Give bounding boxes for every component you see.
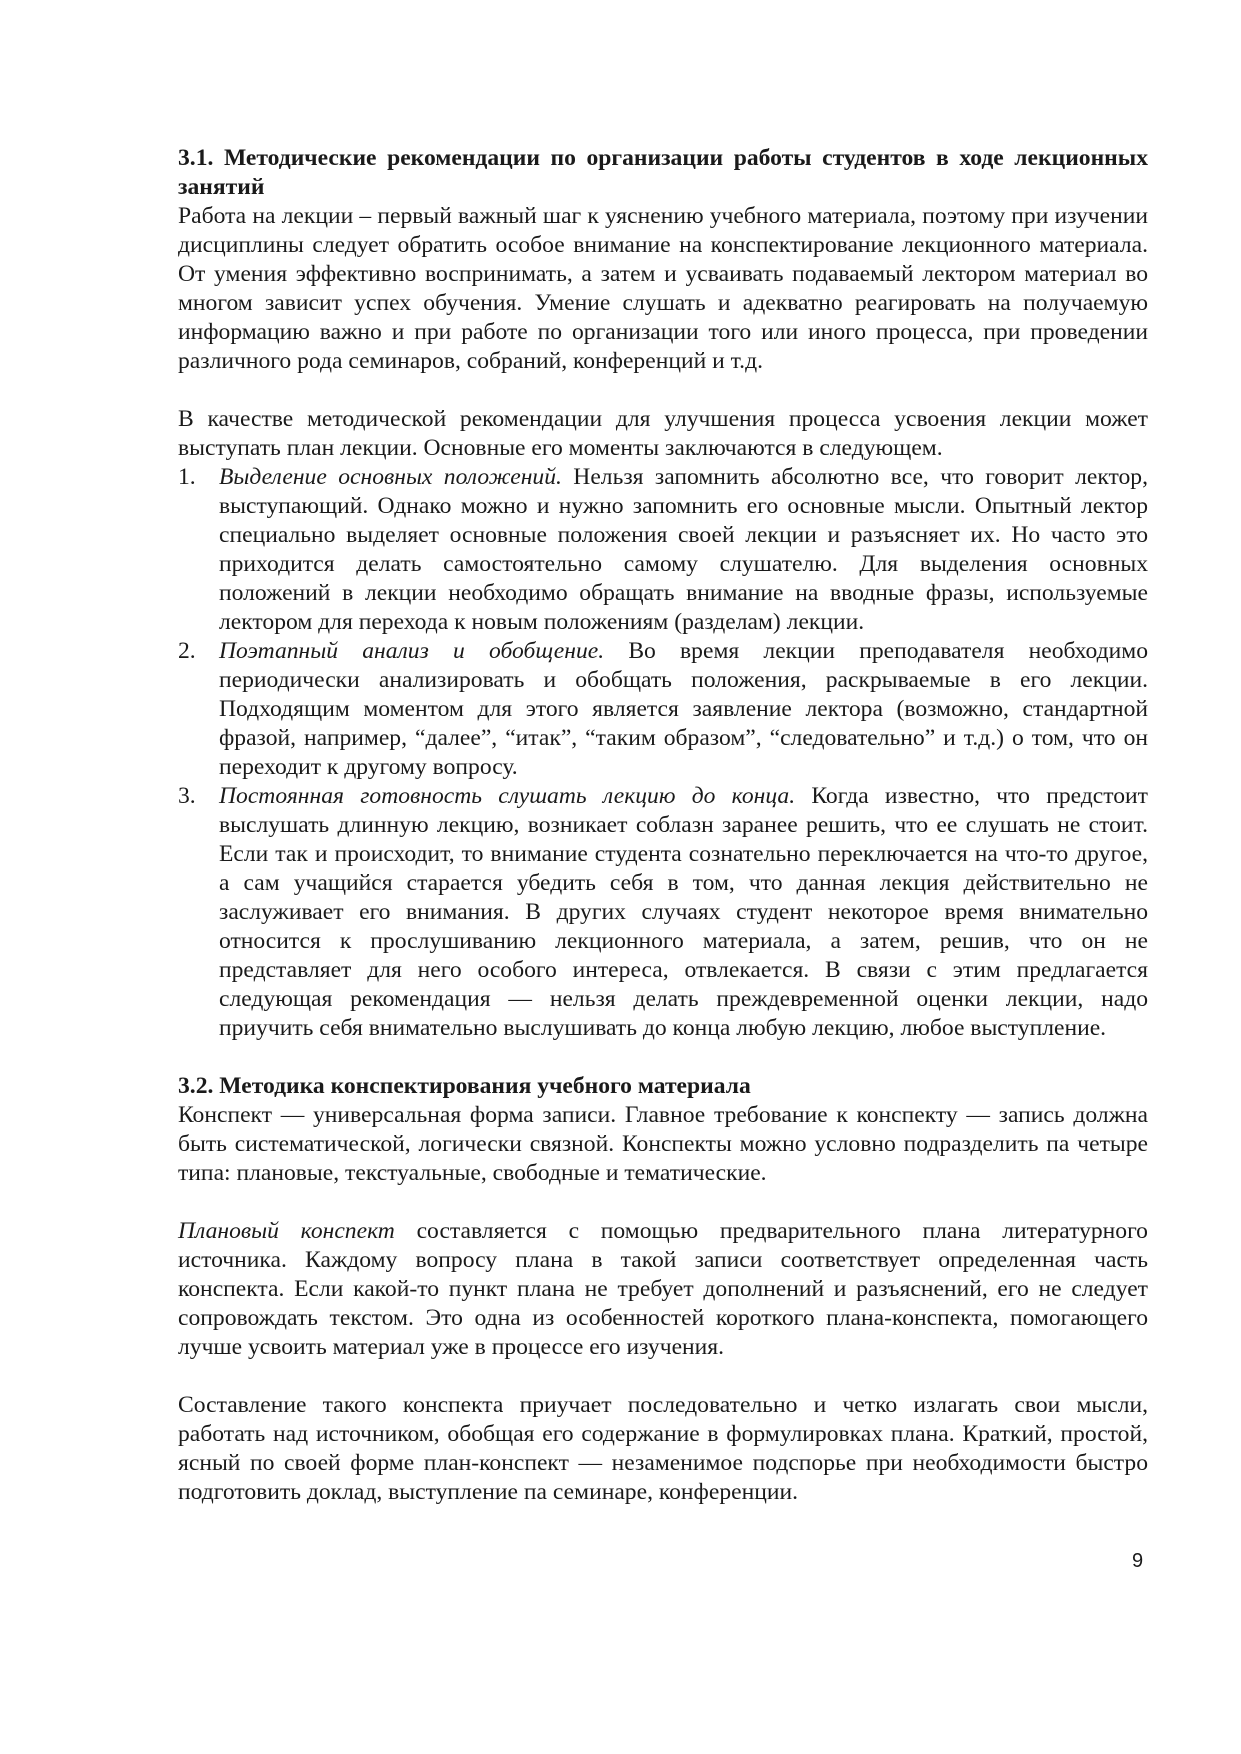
paragraph-spacer [178, 1188, 1148, 1217]
list-item [178, 637, 1148, 782]
list-item-title: Выделение основных положений. [219, 464, 562, 490]
list-item-text: Во время лекции преподавателя необходимо периодически анализировать и обобщать положения, раскрываемые в его лекции. Подходящим моментом для этого является заявление лектора (возможно, стандартной фразой, например, “далее”, “итак”, “таким образом”, “следовательно” и т.д.) о том, что он переходит к другому вопросу. [219, 638, 1148, 780]
section-3-2-paragraph-3: Составление такого конспекта приучает последовательно и четко излагать свои мысли, работать над источником, обобщая его содержание в формулировках плана. Краткий, простой, ясный по своей форме план-конспект — незаменимое подспорье при необходимости быстро подготовить доклад, выступление па семинаре, конференции. [178, 1392, 1148, 1505]
section-3-1-heading: 3.1. Методические рекомендации по организации работы студентов в ходе лекционных занятий [178, 145, 1148, 200]
section-3-2-heading: 3.2. Методика конспектирования учебного материала [178, 1073, 751, 1099]
section-3-2-paragraph-1: Конспект — универсальная форма записи. Главное требование к конспекту — запись должна быть систематической, логически связной. Конспекты можно условно подразделить па четыре типа: плановые, текстуальные, свободные и тематические. [178, 1102, 1148, 1186]
list-item-title: Постоянная готовность слушать лекцию до конца. [219, 783, 796, 809]
list-item-text: Когда известно, что предстоит выслушать длинную лекцию, возникает соблазн заранее решить, что ее слушать не стоит. Если так и происходит, то внимание студента сознательно переключается на что-то другое, а сам учащийся старается убедить себя в том, что данная лекция действительно не заслуживает его внимания. В других случаях студент некоторое время внимательно относится к прослушиванию лекционного материала, а затем, решив, что он не представляет для него особого интереса, отвлекается. В связи с этим предлагается следующая рекомендация — нельзя делать преждевременной оценки лекции, надо приучить себя внимательно выслушивать до конца любую лекцию, любое выступление. [219, 783, 1148, 1041]
list-item [178, 782, 1148, 1043]
plan-summary-term: Плановый конспект [178, 1218, 395, 1244]
list-item-number: 2. [178, 638, 196, 664]
list-item-title: Поэтапный анализ и обобщение. [219, 638, 605, 664]
section-3-1-paragraph-2: В качестве методической рекомендации для улучшения процесса усвоения лекции может выступать план лекции. Основные его моменты заключаются в следующем. [178, 406, 1148, 461]
list-item [178, 463, 1148, 637]
recommendation-list [178, 463, 1148, 1043]
plan-summary-text: составляется с помощью предварительного плана литературного источника. Каждому вопросу плана в такой записи соответствует определенная часть конспекта. Если какой-то пункт плана не требует дополнений и разъяснений, его не следует сопровождать текстом. Это одна из особенностей короткого плана-конспекта, помогающего лучше усвоить материал уже в процессе его изучения. [178, 1218, 1148, 1360]
document-page [178, 144, 1148, 1507]
list-item-number: 1. [178, 464, 196, 490]
list-item-number: 3. [178, 783, 196, 809]
section-3-2-paragraph-2 [178, 1217, 1148, 1362]
section-3-1-paragraph-1: Работа на лекции – первый важный шаг к уяснению учебного материала, поэтому при изучении дисциплины следует обратить особое внимание на конспектирование лекционного материала. От умения эффективно воспринимать, а затем и усваивать подаваемый лектором материал во многом зависит успех обучения. Умение слушать и адекватно реагировать на получаемую информацию важно и при работе по организации того или иного процесса, при проведении различного рода семинаров, собраний, конференций и т.д. [178, 203, 1148, 374]
paragraph-spacer [178, 1362, 1148, 1391]
page-number: 9 [1132, 1550, 1144, 1572]
paragraph-spacer [178, 1043, 1148, 1072]
paragraph-spacer [178, 376, 1148, 405]
list-item-text: Нельзя запомнить абсолютно все, что говорит лектор, выступающий. Однако можно и нужно запомнить его основные мысли. Опытный лектор специально выделяет основные положения своей лекции и разъясняет их. Но часто это приходится делать самостоятельно самому слушателю. Для выделения основных положений в лекции необходимо обращать внимание на вводные фразы, используемые лектором для перехода к новым положениям (разделам) лекции. [219, 464, 1148, 635]
